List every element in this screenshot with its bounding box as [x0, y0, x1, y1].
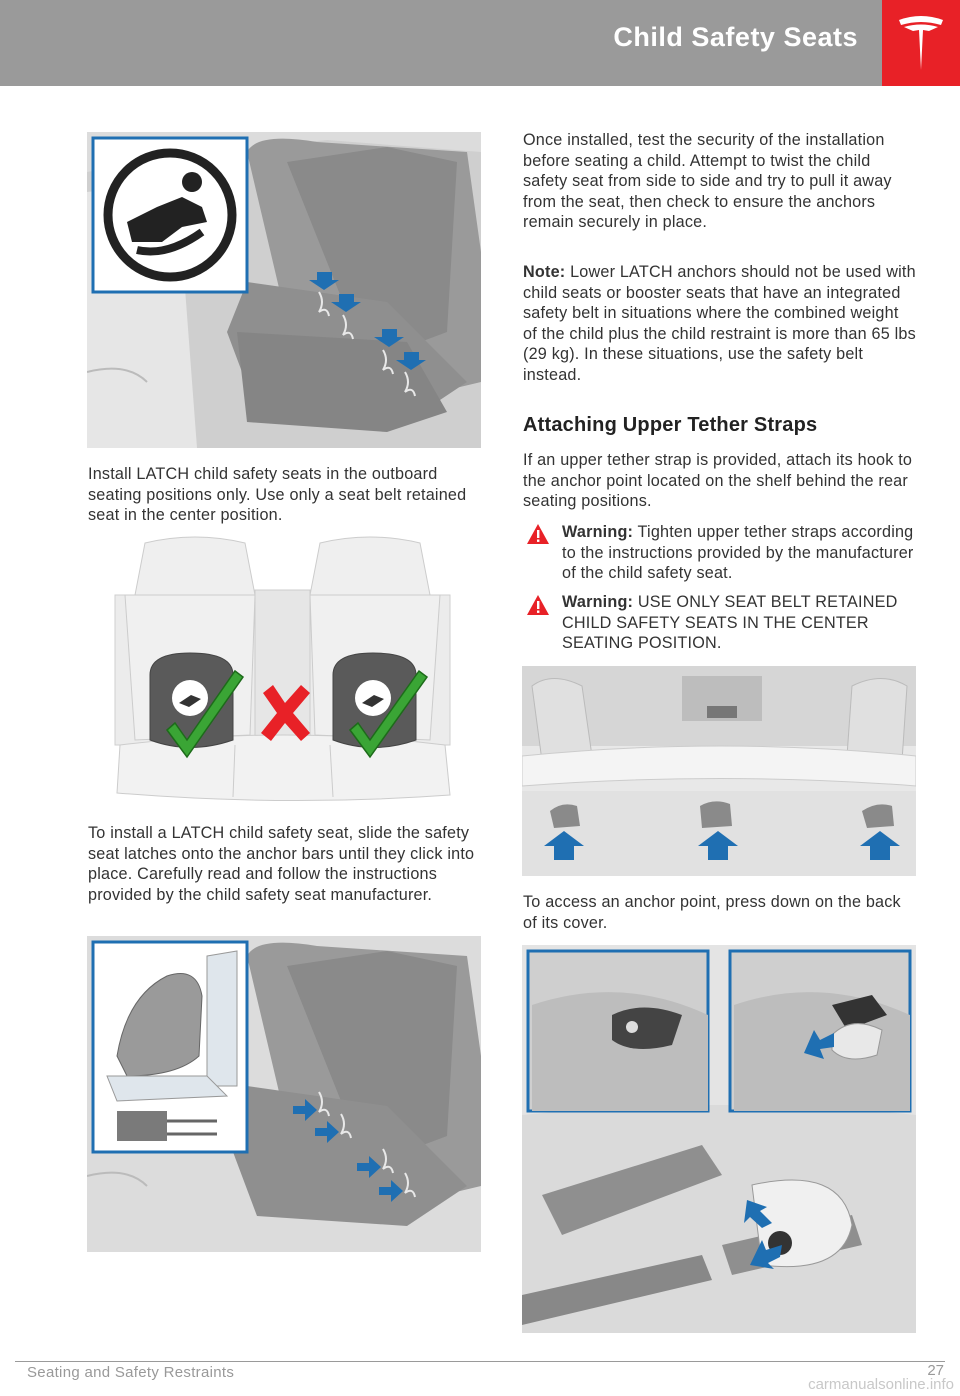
anchor-cover-figure: [522, 945, 916, 1333]
warning-1-label: Warning:: [562, 523, 634, 541]
shelf-anchors-figure: [522, 666, 916, 876]
seat-positions-figure: [105, 535, 460, 803]
warning-1-text: Tighten upper tether straps according to the instructions provided by the manufacturer of the child safety seat.: [562, 523, 914, 583]
latch-install-figure: [87, 936, 481, 1252]
note-label: Note:: [523, 263, 566, 281]
brand-logo: [882, 0, 960, 86]
latch-seat-figure: [87, 132, 481, 448]
right-paragraph-3: To access an anchor point, press down on the back of its cover.: [523, 893, 901, 932]
left-paragraph-1: Install LATCH child safety seats in the outboard seating positions only. Use only a seat belt retained seat in the center position.: [88, 465, 467, 525]
left-paragraph-2: To install a LATCH child safety seat, slide the safety seat latches onto the anchor bars until they click into place. Carefully read and follow the instructions provided by the child safety seat manufacturer.: [88, 824, 475, 904]
right-paragraph-1: Once installed, test the security of the installation before seating a child. Attempt to twist the child safety seat from side to side and try to pull it away from the seat, then check to ensure the anchors remain securely in place.: [523, 131, 892, 232]
warning-icon: [526, 594, 550, 616]
warning-2-label: Warning:: [562, 593, 634, 611]
warning-2: [562, 592, 920, 654]
warning-2-text: USE ONLY SEAT BELT RETAINED CHILD SAFETY SEATS IN THE CENTER SEATING POSITION.: [562, 593, 898, 653]
footer-divider: [15, 1361, 945, 1362]
section-heading: Attaching Upper Tether Straps: [523, 414, 818, 436]
right-paragraph-2: If an upper tether strap is provided, attach its hook to the anchor point located on the shelf behind the rear seating positions.: [523, 451, 913, 511]
page-header: [0, 0, 960, 86]
note-paragraph: [523, 262, 917, 386]
page-title: Child Safety Seats: [613, 22, 858, 52]
page-number: 27: [927, 1362, 944, 1379]
footer-section: Seating and Safety Restraints: [27, 1364, 235, 1381]
note-text: Lower LATCH anchors should not be used with child seats or booster seats that have an integrated safety belt in situations where the combined weight of the child plus the child restraint is more than 65 lbs (29 kg). In these situations, use the safety belt instead.: [523, 263, 916, 384]
watermark: carmanualsonline.info: [808, 1376, 954, 1393]
warning-icon: [526, 523, 550, 545]
warning-1: [562, 522, 920, 584]
